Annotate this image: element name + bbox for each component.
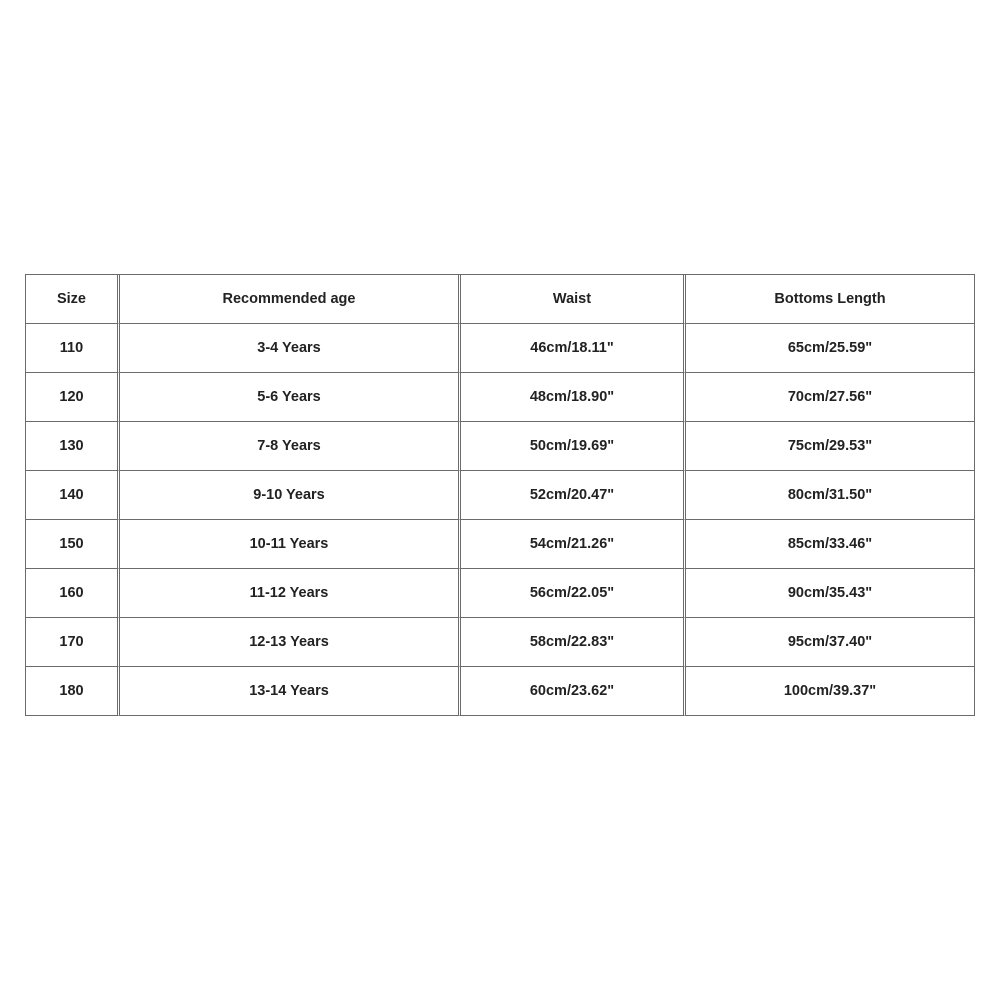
- cell-age: 12-13 Years: [120, 618, 461, 667]
- cell-size: 160: [26, 569, 120, 618]
- cell-waist: 60cm/23.62": [461, 667, 686, 716]
- table-row: [26, 373, 975, 422]
- cell-age: 7-8 Years: [120, 422, 461, 471]
- cell-length: 90cm/35.43": [686, 569, 975, 618]
- cell-size: 170: [26, 618, 120, 667]
- cell-waist: 58cm/22.83": [461, 618, 686, 667]
- cell-age: 5-6 Years: [120, 373, 461, 422]
- header-row: [26, 275, 975, 324]
- cell-waist: 54cm/21.26": [461, 520, 686, 569]
- cell-size: 110: [26, 324, 120, 373]
- cell-length: 95cm/37.40": [686, 618, 975, 667]
- cell-length: 65cm/25.59": [686, 324, 975, 373]
- cell-length: 70cm/27.56": [686, 373, 975, 422]
- cell-size: 180: [26, 667, 120, 716]
- size-chart-table: [25, 274, 975, 716]
- cell-length: 80cm/31.50": [686, 471, 975, 520]
- cell-age: 3-4 Years: [120, 324, 461, 373]
- cell-age: 9-10 Years: [120, 471, 461, 520]
- table-row: [26, 667, 975, 716]
- cell-size: 120: [26, 373, 120, 422]
- cell-size: 150: [26, 520, 120, 569]
- table-row: [26, 471, 975, 520]
- cell-waist: 48cm/18.90": [461, 373, 686, 422]
- table-row: [26, 618, 975, 667]
- cell-age: 11-12 Years: [120, 569, 461, 618]
- cell-size: 130: [26, 422, 120, 471]
- cell-waist: 56cm/22.05": [461, 569, 686, 618]
- cell-waist: 52cm/20.47": [461, 471, 686, 520]
- cell-size: 140: [26, 471, 120, 520]
- cell-waist: 46cm/18.11": [461, 324, 686, 373]
- header-waist: Waist: [461, 275, 686, 324]
- table-row: [26, 422, 975, 471]
- cell-length: 75cm/29.53": [686, 422, 975, 471]
- cell-age: 13-14 Years: [120, 667, 461, 716]
- table-row: [26, 520, 975, 569]
- header-recommended-age: Recommended age: [120, 275, 461, 324]
- header-bottoms-length: Bottoms Length: [686, 275, 975, 324]
- header-size: Size: [26, 275, 120, 324]
- table-row: [26, 569, 975, 618]
- cell-length: 100cm/39.37": [686, 667, 975, 716]
- cell-age: 10-11 Years: [120, 520, 461, 569]
- cell-waist: 50cm/19.69": [461, 422, 686, 471]
- table-row: [26, 324, 975, 373]
- cell-length: 85cm/33.46": [686, 520, 975, 569]
